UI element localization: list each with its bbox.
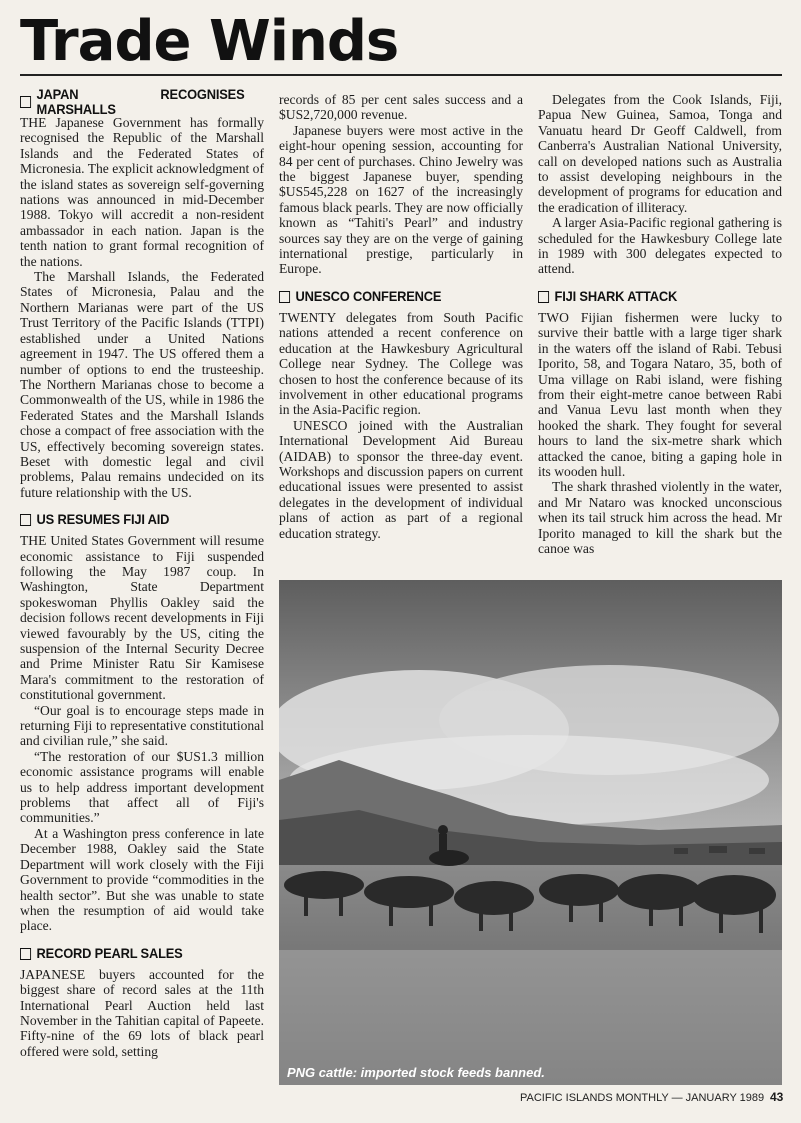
heading-marshalls-text: JAPAN RECOGNISES MARSHALLS [36,85,245,117]
heading-marshalls [20,85,245,117]
heading-unesco [279,287,503,307]
cattle-photo-image [279,580,782,1085]
article-paragraph: Delegates from the Cook Islands, Fiji, Papua New Guinea, Samoa, Tonga and Vanuatu heard Dr Geoff Caldwell, from Canberra's Australian National University, call on developed nations such as Australia to assist developing neighbours in the development of programs for education and the eradication of illiteracy. [538,92,782,215]
article-paragraph: “Our goal is to encourage steps made in returning Fiji to representative constitutional and civilian rule,” she said. [20,702,264,749]
masthead-title: Trade Winds [20,9,399,74]
article-paragraph: records of 85 per cent sales success and a $US2,720,000 revenue. [279,92,523,123]
column-3 [538,92,782,556]
heading-shark [538,287,762,307]
cattle-photo [279,580,782,1085]
checkbox-bullet-icon [279,291,290,303]
heading-pearl [20,944,244,964]
heading-fiji-aid [20,510,244,530]
article-paragraph: TWENTY delegates from South Pacific nations attended a recent conference on education at the Hawkesbury Agricultural College near Sydney. The College was chosen to host the conference because of its involvement in other educational programs in the Asia-Pacific region. [279,309,523,418]
article-paragraph: THE United States Government will resume economic assistance to Fiji suspended following the May 1987 coup. In Washington, State Department spokeswoman Phyllis Oakley said the decision follows recent developments in Fiji viewed favourably by the US, citing the suspension of the Internal Security Decree and Prime Minister Ratu Sir Kamisese Mara's commitment to the restoration of constitutional government. [20,533,264,703]
article-paragraph: Japanese buyers were most active in the eight-hour opening session, accounting for 84 per cent of purchases. Chino Jewelry was the biggest Japanese buyer, spending $US545,228 on 1627 of the increasingly famous black pearls. They are now officially known as “Tahiti's Pearl” and industry sources say they are on the verge of gaining international prestige, particularly in Europe. [279,122,523,277]
checkbox-bullet-icon [20,948,31,960]
checkbox-bullet-icon [20,514,31,526]
heading-shark-text: FIJI SHARK ATTACK [554,288,678,305]
heading-pearl-text: RECORD PEARL SALES [36,945,183,962]
page-number: 43 [770,1090,784,1104]
heading-unesco-text: UNESCO CONFERENCE [295,288,442,305]
column-1 [20,85,264,1059]
article-paragraph: A larger Asia-Pacific regional gathering is scheduled for the Hawkesbury College late in 1989 with 300 delegates expected to attend. [538,215,782,277]
article-paragraph: At a Washington press conference in late December 1988, Oakley said the State Department will work closely with the Fiji Government to provide “commodities in the health sector”. But she was unable to state when the resumption of aid would take place. [20,825,264,934]
article-paragraph: The shark thrashed violently in the water, and Mr Nataro was knocked unconscious when its tail struck him across the head. Mr Iporito managed to kill the shark but the canoe was [538,479,782,556]
masthead-rule [20,74,782,76]
article-paragraph: JAPANESE buyers accounted for the biggest share of record sales at the 11th International Pearl Auction held last November in the Tahitian capital of Papeete. Fifty-nine of the 69 lots of black pearl offered were sold, setting [20,966,264,1059]
publication-footer: PACIFIC ISLANDS MONTHLY — JANUARY 1989 [520,1092,765,1104]
checkbox-bullet-icon [20,96,31,108]
article-paragraph: UNESCO joined with the Australian International Development Aid Bureau (AIDAB) to sponsor the three-day event. Workshops and discussion papers on current educational issues were presented to assist delegates in the development of individual plans of action as part of a regional education strategy. [279,417,523,541]
checkbox-bullet-icon [538,291,549,303]
column-2 [279,92,523,541]
article-paragraph: TWO Fijian fishermen were lucky to survive their battle with a large tiger shark in the waters off the island of Rabi. Tebusi Iporito, 58, and Togara Nataro, 35, both of Uma village on Rabi island, were fishing from their eight-metre canoe between Rabi and Vanua Levu last month when they hooked the shark. They fought for several hours to land the six-metre shark which attacked the canoe, biting a gaping hole in its wooden hull. [538,309,782,479]
heading-fiji-aid-text: US RESUMES FIJI AID [36,511,170,528]
photo-caption: PNG cattle: imported stock feeds banned. [287,1065,545,1080]
article-paragraph: “The restoration of our $US1.3 million economic assistance programs will enable us to help address important development problems that affect all of Fiji's communities.” [20,748,264,826]
article-paragraph: The Marshall Islands, the Federated States of Micronesia, Palau and the Northern Marianas were part of the US Trust Territory of the Pacific Islands (TTPI) established under a United Nations agreement in 1947. The US offered them a number of options to end the trusteeship. The Northern Marianas chose to become a Commonwealth of the US, while in 1986 the Federated States and the Marshall Islands chose a compact of free association with the US, effectively becoming sovereign states. Beset with domestic legal and civil problems, Palau remains undecided on its future relationship with the US. [20,269,264,500]
article-paragraph: THE Japanese Government has formally recognised the Republic of the Marshall Islands and the Federated States of Micronesia. The explicit acknowledgment of the island states as sovereign self-governing nations was announced in mid-December 1988. Tokyo will accredit a non-resident ambassador in each nation. Japan is the tenth nation to grant formal recognition of the nations. [20,115,264,269]
